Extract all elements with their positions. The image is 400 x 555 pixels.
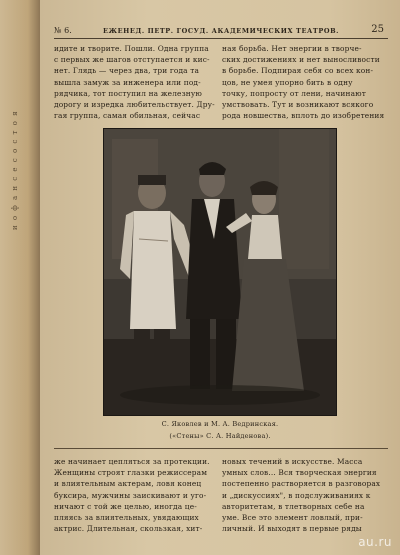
issue-number: № 6. [54,26,72,35]
text-line: точку, попросту от лени, начинают [222,88,366,98]
text-line: Женщины строят глазки режиссерам [54,468,208,478]
text-line: и „дискуссиях", в подслуживаниях к [222,490,371,500]
text-line: рядчика, тот поступил на железную [54,88,202,98]
text-line: пляясь за влиятельных, увядающих [54,513,199,523]
text-line: цов, не умея упорно бить в одну [222,77,353,87]
text-line: актрис. Длительная, скользкая, хит- [54,524,203,534]
text-line: умных слов... Вся творческая энергия [222,468,377,478]
theatre-photograph [103,128,337,416]
text-line: нет. Глядь — через два, три года та [54,66,200,76]
page-number: 25 [371,24,384,35]
text-line: идите и творите. Пошли. Одна группа [54,44,209,53]
text-column-bottom-right [222,456,384,534]
magazine-page [40,0,400,555]
text-line: дорогу и изредка любительствует. Дру- [54,100,215,110]
adjacent-page-edge [0,0,40,555]
text-column-top-right [222,43,384,121]
text-line: постепенно растворяется в разговорах [222,479,381,489]
photo-caption-names: С. Яковлев и М. А. Ведринская. [161,420,279,428]
text-line: и влиятельным актерам, ловя конец [54,479,202,489]
text-line: авторитетам, в тлетворных себе на [222,501,365,511]
text-line: вышла замуж за инженера или под- [54,77,201,87]
text-line: ских достижениях и нет выносливости [222,55,380,65]
text-line: уме. Все это элемент ловлый, при- [222,513,363,523]
text-line: умствовать. Тут и возникают всякого [222,100,374,110]
site-watermark: au.ru [358,535,392,549]
text-line: буксира, мужчины заискивают и уго- [54,490,207,500]
section-divider [54,448,388,449]
running-title: ЕЖЕНЕД. ПЕТР. ГОСУД. АКАДЕМИЧЕСКИХ ТЕАТРОВ. [102,27,340,35]
photo-scene [104,129,336,415]
text-line: личный. И выходят в первые ряды [222,524,362,534]
text-line: ная борьба. Нет энергии в творче- [222,44,362,53]
photo-caption-play: («Стены» С. А. Найденова). [169,432,271,440]
text-line: ничают с той же целью, иногда це- [54,501,197,511]
text-column-top-left [54,43,216,121]
text-line: в борьбе. Подпирая себя со всех кон- [222,66,374,76]
text-line: же начинает цепляться за протекции. [54,457,210,466]
page-header [54,24,388,39]
text-column-bottom-left [54,456,216,534]
text-line: новых течений в искусстве. Масса [222,457,363,466]
adjacent-page-text: и о ф а н с е с о с т о я [11,110,19,231]
text-line: гая группа, самая обильная, сейчас [54,111,201,121]
text-line: с первых же шагов отступается и кис- [54,55,210,65]
text-line: рода новшества, вплоть до изобретения [222,111,384,121]
